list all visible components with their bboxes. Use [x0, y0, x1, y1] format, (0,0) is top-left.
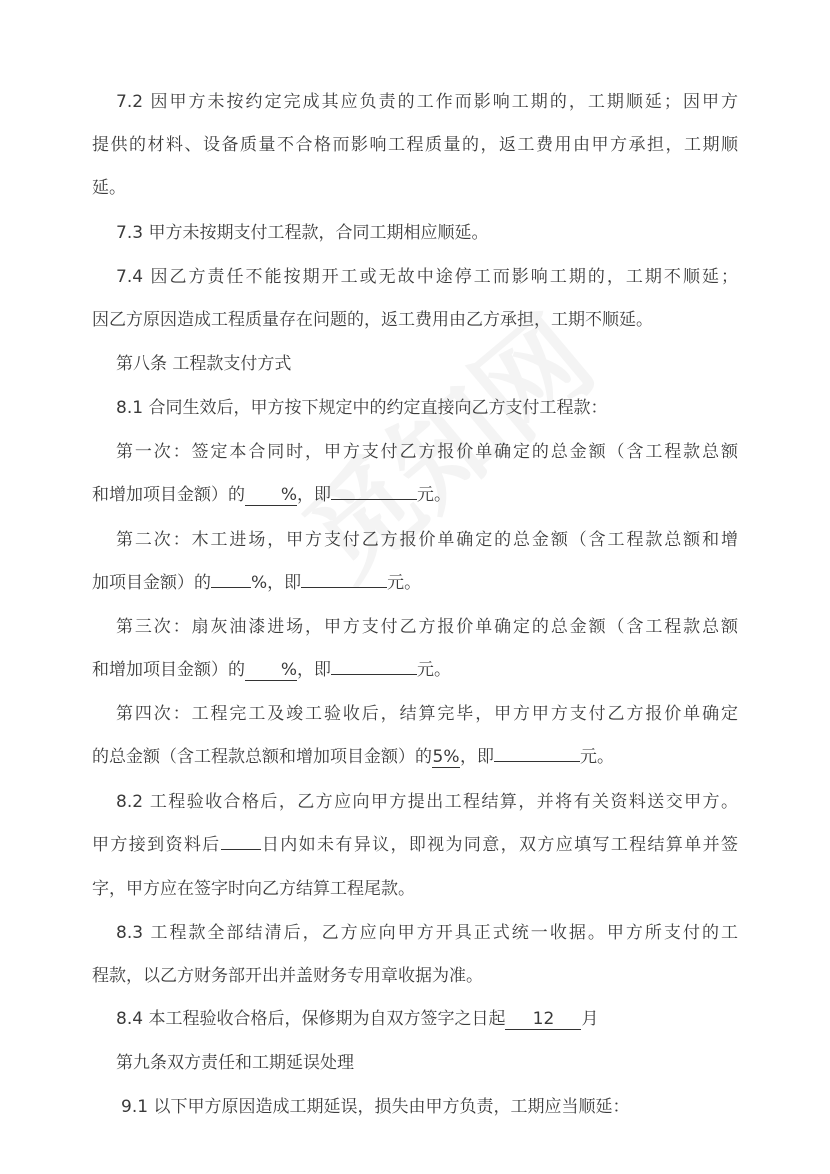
text-line — [121, 1095, 629, 1119]
text-segment: 第一次：签定本合同时，甲方支付乙方报价单确定的总金额（含工程款总额 — [116, 442, 738, 462]
text-line — [92, 571, 421, 595]
text-line — [116, 1051, 354, 1075]
text-line — [92, 833, 738, 857]
text-segment: 提供的材料、设备质量不合格而影响工程质量的，返工费用由甲方承担，工期顺 — [92, 135, 738, 155]
text-line — [92, 658, 451, 682]
text-segment: 第九条双方责任和工期延误处理 — [116, 1053, 354, 1073]
text-segment: 第八条 工程款支付方式 — [116, 354, 292, 374]
text-segment: 和增加项目金额）的 — [92, 485, 245, 505]
text-segment: 的总金额（含工程款总额和增加项目金额）的 — [92, 747, 432, 767]
text-line — [116, 528, 738, 552]
text-segment: 延。 — [92, 178, 126, 198]
text-segment: 因乙方原因造成工程质量存在问题的，返工费用由乙方承担，工期不顺延。 — [92, 310, 653, 330]
fill-in-blank[interactable] — [331, 674, 417, 675]
text-line — [92, 877, 415, 901]
text-segment: 8.2 工程验收合格后，乙方应向甲方提出工程结算，并将有关资料送交甲方。 — [116, 792, 738, 812]
text-segment: 和增加项目金额）的 — [92, 660, 245, 680]
text-line — [92, 133, 738, 157]
text-line — [116, 265, 738, 289]
text-segment: %，即 — [251, 573, 302, 593]
text-segment: 元。 — [417, 660, 451, 680]
text-segment: 7.4 因乙方责任不能按期开工或无故中途停工而影响工期的，工期不顺延； — [116, 267, 738, 287]
text-line — [116, 352, 291, 376]
text-segment: 元。 — [387, 573, 422, 593]
fill-in-blank[interactable] — [494, 761, 580, 762]
text-segment: 程款，以乙方财务部开出并盖财务专用章收据为准。 — [92, 966, 483, 986]
text-segment: 第四次：工程完工及竣工验收后，结算完毕，甲方甲方支付乙方报价单确定 — [116, 704, 738, 724]
text-segment: 8.3 工程款全部结清后，乙方应向甲方开具正式统一收据。甲方所支付的工 — [116, 923, 738, 943]
text-segment: 月 — [581, 1009, 599, 1029]
text-line — [116, 221, 488, 245]
text-line — [92, 964, 483, 988]
text-segment: ，即 — [297, 485, 331, 505]
text-segment: 日内如未有异议，即视为同意，双方应填写工程结算单并签 — [260, 835, 739, 855]
text-segment: 元。 — [580, 747, 614, 767]
fill-in-blank[interactable]: 5% — [432, 747, 460, 767]
text-segment: 9.1 以下甲方原因造成工期延误，损失由甲方负责，工期应当顺延： — [121, 1097, 630, 1117]
text-line — [92, 483, 451, 507]
text-line — [116, 440, 738, 464]
text-segment: 8.4 本工程验收合格后，保修期为自双方签字之日起 — [116, 1009, 506, 1029]
fill-in-blank[interactable] — [301, 587, 387, 588]
text-line — [92, 308, 653, 332]
text-line — [92, 176, 126, 200]
text-segment: ，即 — [297, 660, 331, 680]
text-line — [116, 790, 738, 814]
text-segment: 第三次：扇灰油漆进场，甲方支付乙方报价单确定的总金额（含工程款总额 — [116, 617, 738, 637]
fill-in-blank[interactable]: 12 — [505, 1009, 581, 1030]
fill-in-blank[interactable] — [331, 499, 417, 500]
text-line — [116, 90, 738, 114]
text-segment: 甲方接到资料后 — [92, 835, 221, 855]
fill-in-blank[interactable]: % — [245, 660, 297, 681]
text-line — [92, 745, 614, 769]
text-segment: ，即 — [460, 747, 494, 767]
text-segment: 7.2 因甲方未按约定完成其应负责的工作而影响工期的，工期顺延；因甲方 — [116, 92, 738, 112]
fill-in-blank[interactable] — [211, 587, 251, 588]
text-line — [116, 1007, 598, 1031]
text-line — [116, 921, 738, 945]
fill-in-blank[interactable] — [221, 849, 261, 850]
text-line — [116, 702, 738, 726]
text-line — [116, 615, 738, 639]
text-segment: 第二次：木工进场，甲方支付乙方报价单确定的总金额（含工程款总额和增 — [116, 530, 738, 550]
text-segment: 7.3 甲方未按期支付工程款，合同工期相应顺延。 — [116, 223, 489, 243]
text-segment: 加项目金额）的 — [92, 573, 211, 593]
fill-in-blank[interactable]: % — [245, 485, 297, 506]
text-segment: 8.1 合同生效后，甲方按下规定中的约定直接向乙方支付工程款： — [116, 398, 608, 418]
text-line — [116, 396, 607, 420]
text-segment: 元。 — [417, 485, 451, 505]
text-segment: 字，甲方应在签字时向乙方结算工程尾款。 — [92, 879, 415, 899]
